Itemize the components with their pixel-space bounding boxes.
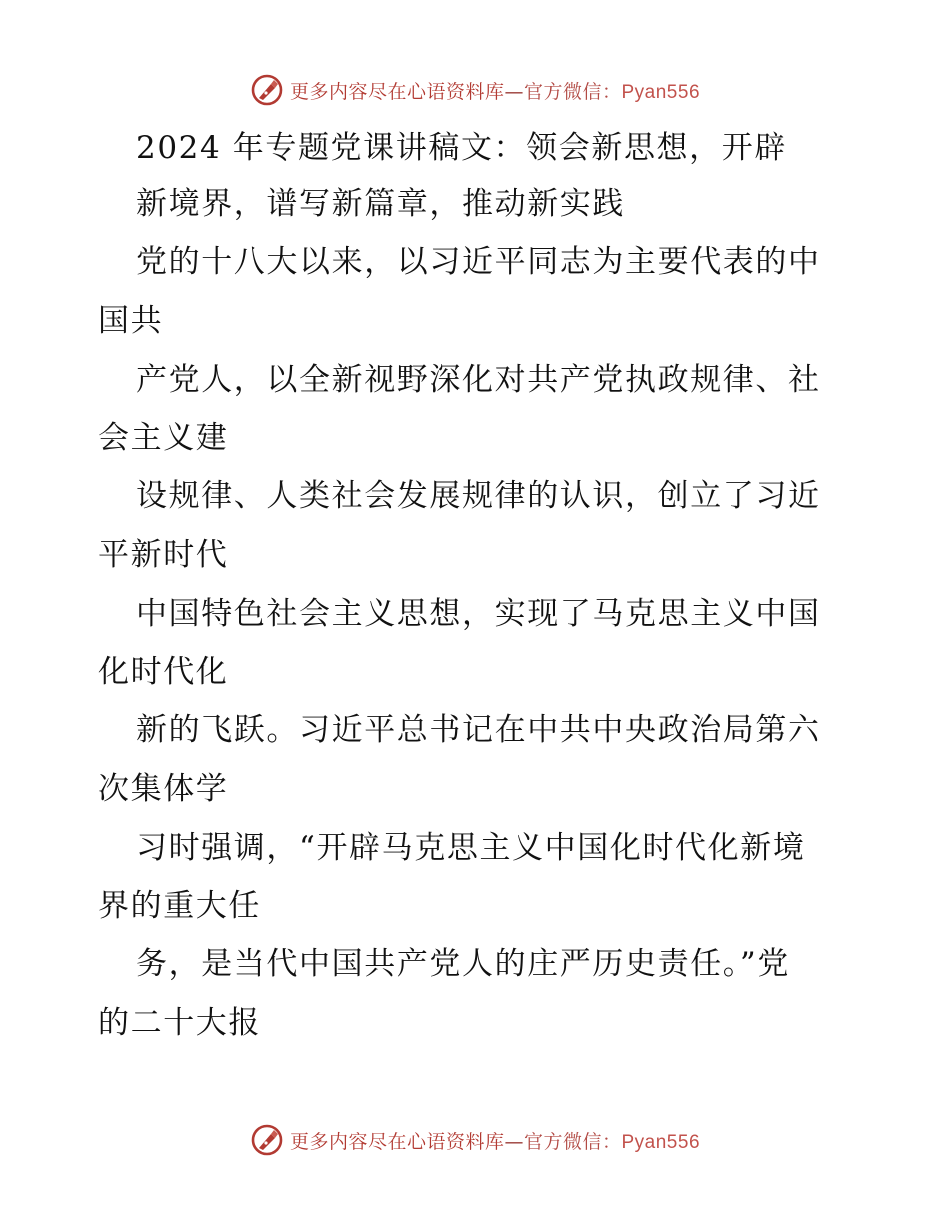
header-watermark [0,70,950,110]
pen-nib-logo-icon [250,73,284,107]
watermark-dash: — [504,1130,524,1153]
paragraph-line: 新的飞跃。习近平总书记在中共中央政治局第六 [136,712,821,748]
watermark-wechat-id: Pyan556 [621,1131,701,1153]
paragraph-line: 国共 [98,303,164,339]
paragraph-line: 设规律、人类社会发展规律的认识，创立了习近 [136,478,821,514]
paragraph-line: 化时代化 [98,654,229,690]
footer-watermark [0,1120,950,1160]
watermark-main-text: 更多内容尽在心语资料库 [289,80,505,103]
watermark-wechat-label: 官方微信： [523,1130,622,1153]
paragraph-line: 党的十八大以来，以习近平同志为主要代表的中 [136,244,821,280]
paragraph-line: 平新时代 [98,537,229,573]
paragraph-line: 次集体学 [98,771,229,807]
title-line-1: 2024 年专题党课讲稿文：领会新思想，开辟 [136,130,787,166]
paragraph-line: 的二十大报 [98,1005,261,1041]
watermark-wechat-id: Pyan556 [621,81,701,103]
pen-nib-logo-icon [250,1123,284,1157]
paragraph-line: 界的重大任 [98,888,261,924]
paragraph-line: 会主义建 [98,420,229,456]
watermark-dash: — [504,80,524,103]
paragraph-line: 习时强调，“开辟马克思主义中国化时代化新境 [136,830,806,866]
paragraph-line: 中国特色社会主义思想，实现了马克思主义中国 [136,596,821,632]
paragraph-line: 产党人，以全新视野深化对共产党执政规律、社 [136,362,821,398]
watermark-wechat-label: 官方微信： [523,80,622,103]
watermark-main-text: 更多内容尽在心语资料库 [289,1130,505,1153]
title-line-2: 新境界，谱写新篇章，推动新实践 [136,186,625,222]
paragraph-line: 务，是当代中国共产党人的庄严历史责任。”党 [136,946,790,982]
